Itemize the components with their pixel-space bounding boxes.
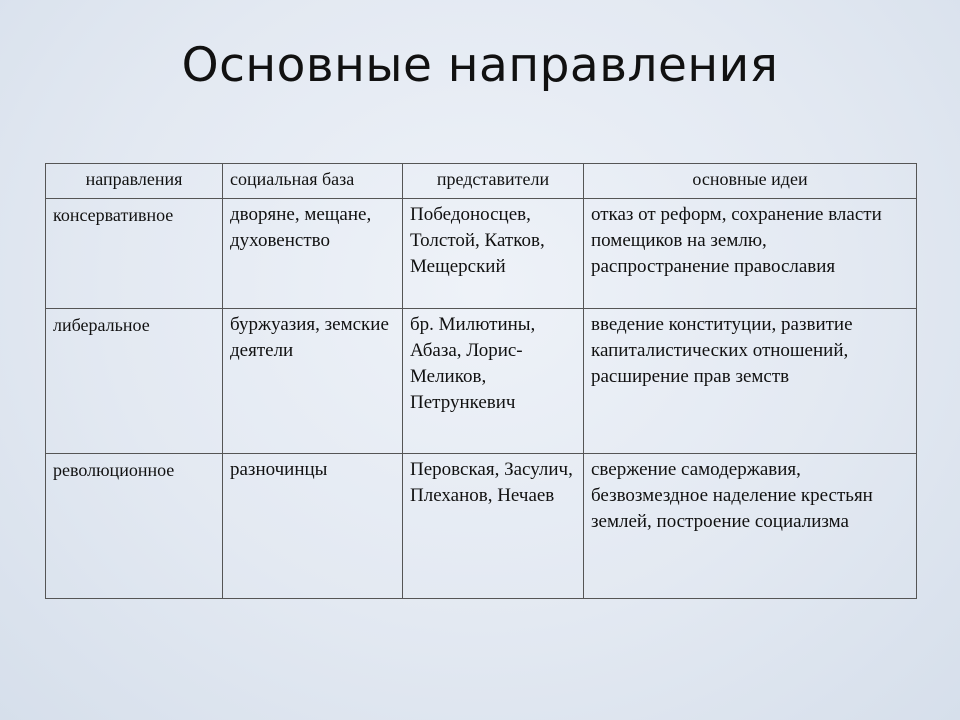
cell-ideas: введение конституции, развитие капиталистических отношений, расширение прав земств (584, 309, 917, 454)
cell-direction: либеральное (46, 309, 223, 454)
table-header-row (46, 164, 917, 199)
header-directions: направления (46, 164, 223, 199)
directions-table (45, 163, 917, 599)
cell-direction: консервативное (46, 199, 223, 309)
cell-ideas: свержение самодержавия, безвозмездное наделение крестьян землей, построение социализма (584, 454, 917, 599)
slide-title: Основные направления (181, 38, 779, 93)
cell-representatives: Перовская, Засулич, Плеханов, Нечаев (403, 454, 584, 599)
header-main-ideas: основные идеи (584, 164, 917, 199)
table-row (46, 454, 917, 599)
cell-social-base: разночинцы (223, 454, 403, 599)
header-social-base: социальная база (223, 164, 403, 199)
cell-direction: революционное (46, 454, 223, 599)
cell-representatives: бр. Милютины, Абаза, Лорис-Меликов, Петрункевич (403, 309, 584, 454)
cell-ideas: отказ от реформ, сохранение власти помещиков на землю, распространение православия (584, 199, 917, 309)
header-representatives: представители (403, 164, 584, 199)
cell-representatives: Победоносцев, Толстой, Катков, Мещерский (403, 199, 584, 309)
table-row (46, 199, 917, 309)
table-row (46, 309, 917, 454)
cell-social-base: буржуазия, земские деятели (223, 309, 403, 454)
cell-social-base: дворяне, мещане, духовенство (223, 199, 403, 309)
